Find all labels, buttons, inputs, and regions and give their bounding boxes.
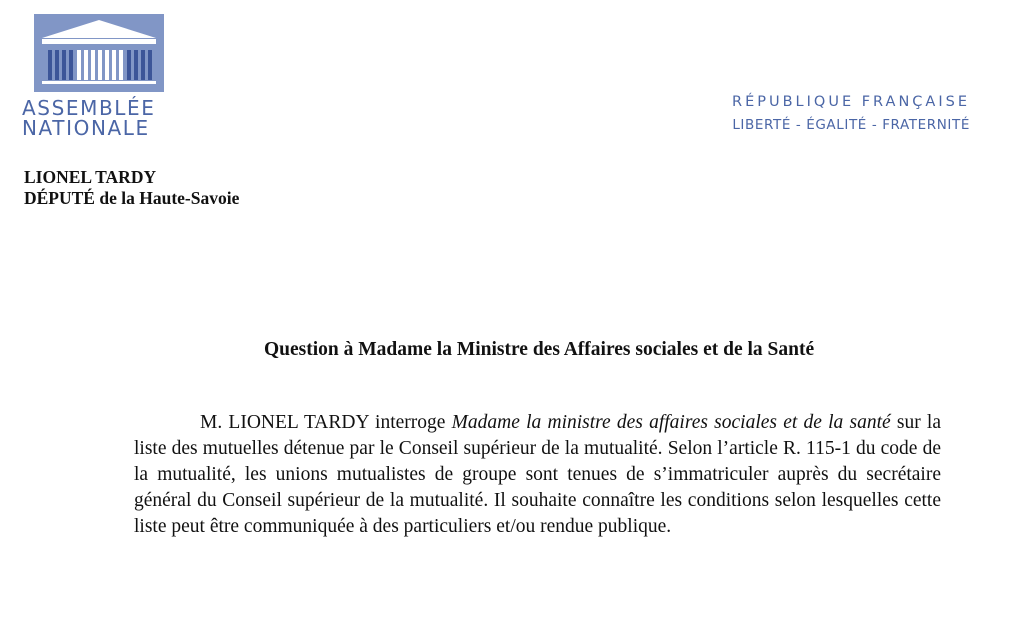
question-text: sur la liste des mutuelles détenue par le Conseil supérieur de la mutualité. Selon l’article R. 115-1 du code de la mutualité, les unions mutualistes de groupe sont tenues de s’immatriculer auprès du secrétaire général du Conseil supérieur de la mutualité. Il souhaite connaître les conditions selon lesquelles cette liste peut être communiquée à des particuliers et/ou rendue publique. [134, 412, 942, 537]
deputy-name: LIONEL TARDY [24, 167, 157, 187]
republic-name: RÉPUBLIQUE FRANÇAISE [732, 94, 970, 110]
question-body [134, 410, 941, 540]
deputy-title-prefix: DÉPUTÉ [24, 188, 95, 208]
deputy-title-suffix: de la Haute-Savoie [94, 188, 240, 208]
assemblee-nationale-building-icon [34, 14, 164, 92]
logo-text-nationale: NATIONALE [22, 116, 150, 140]
question-intro: M. LIONEL TARDY interroge [200, 412, 452, 433]
republic-heading [732, 95, 970, 132]
deputy-title [24, 188, 239, 209]
question-title: Question à Madame la Ministre des Affaires sociales et de la Santé [264, 339, 815, 360]
republic-motto: LIBERTÉ - ÉGALITÉ - FRATERNITÉ [732, 116, 970, 133]
deputy-block [24, 167, 239, 209]
question-addressee: Madame la ministre des affaires sociales et de la santé [451, 412, 891, 433]
logo-text-assemblee: ASSEMBLÉE [22, 96, 156, 120]
